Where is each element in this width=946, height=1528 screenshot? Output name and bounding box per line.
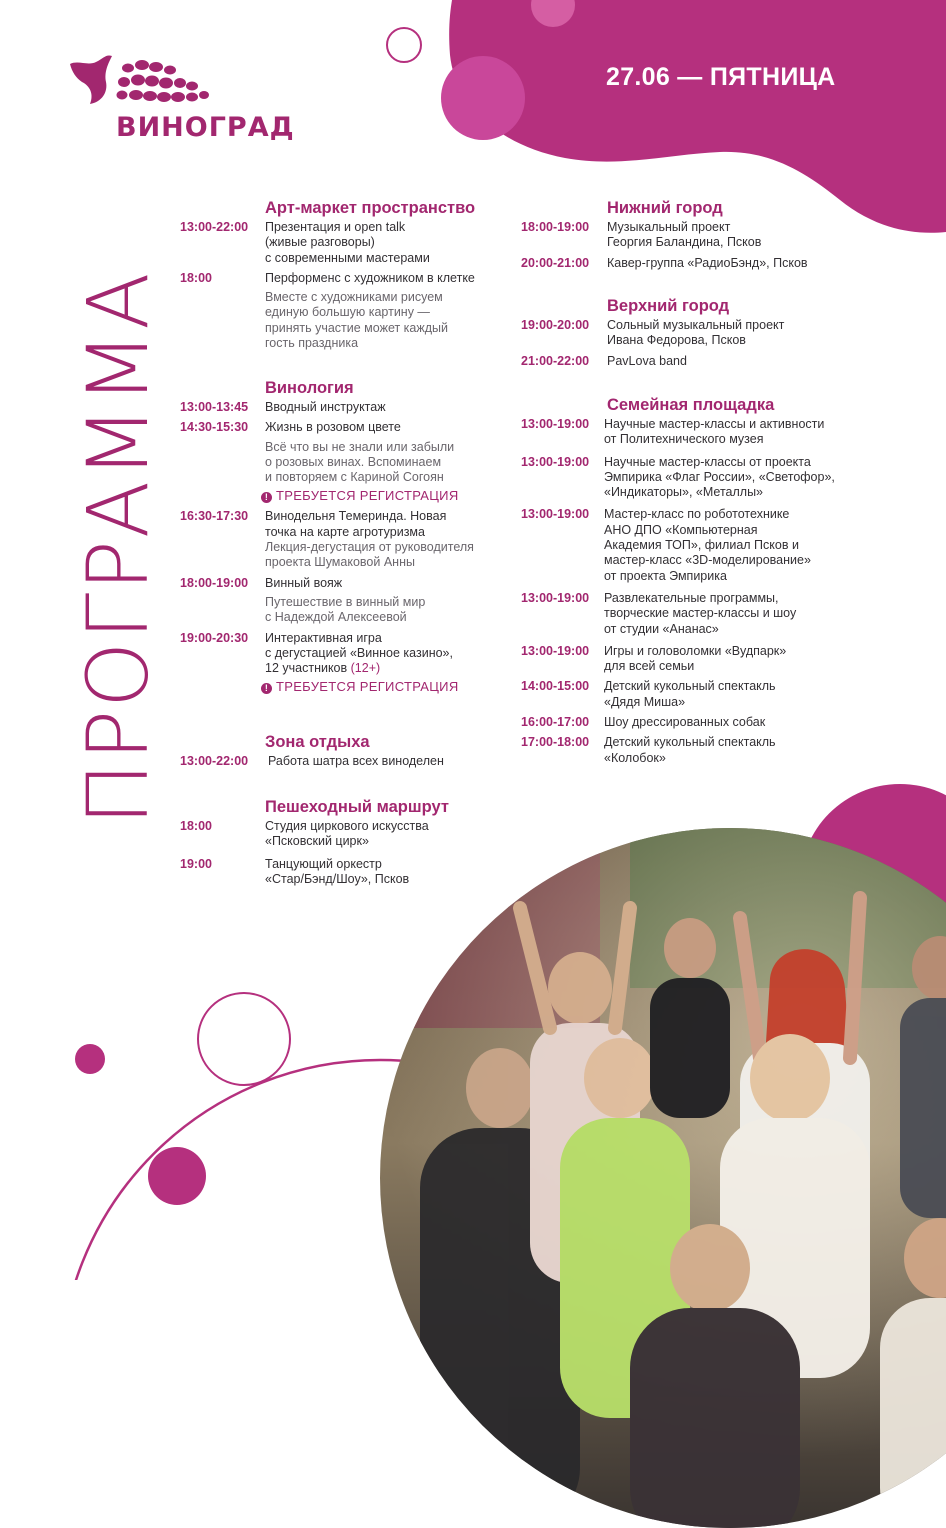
item-text: Сольный музыкальный проект Ивана Федорова, Псков: [607, 318, 785, 348]
schedule-item: [180, 220, 520, 266]
item-time: 13:00-13:45: [180, 400, 249, 414]
item-text: Жизнь в розовом цвете: [265, 420, 401, 435]
schedule-item: [180, 270, 520, 351]
schedule-item: [180, 856, 520, 888]
schedule-item: [180, 754, 520, 769]
dot-medium-bottom: [148, 1147, 206, 1205]
item-time: 13:00-22:00: [180, 220, 249, 234]
age-badge: (12+): [350, 661, 381, 676]
item-text: Мастер-класс по робототехнике АНО ДПО «Компьютерная Академия ТОП», филиал Псков и мастер-класс «3D-моделирование» от проекта Эмпирика: [604, 507, 811, 583]
item-text: Детский кукольный спектакль «Дядя Миша»: [604, 679, 776, 709]
schedule-item: [180, 509, 520, 570]
item-time: 13:00-22:00: [180, 754, 249, 768]
schedule-item: [521, 318, 872, 349]
crowd-image: [380, 828, 946, 1528]
registration-required: [261, 488, 520, 504]
schedule-item: [180, 420, 520, 504]
item-description: Путешествие в винный мир с Надеждой Алексеевой: [265, 594, 426, 625]
section-art-market: [180, 198, 520, 356]
registration-label: ТРЕБУЕТСЯ РЕГИСТРАЦИЯ: [276, 488, 459, 504]
section-lower-city: [521, 198, 872, 276]
schedule-item: [521, 590, 872, 637]
schedule-item: [180, 400, 520, 415]
dot-small-bottom: [75, 1044, 105, 1074]
item-text: PavLova band: [607, 353, 687, 368]
item-text-wrap: [265, 631, 520, 677]
section-title: Арт-маркет пространство: [265, 199, 476, 217]
schedule-item: [521, 454, 872, 501]
vertical-program-title: ПРОГРАММА: [69, 270, 167, 826]
exclamation-icon: !: [261, 492, 272, 503]
item-time: 18:00: [180, 819, 212, 833]
section-family: [521, 395, 872, 771]
schedule-item: [521, 679, 872, 710]
grape-logo-icon: [66, 52, 276, 112]
item-time: 18:00-19:00: [521, 220, 590, 234]
item-text: Винодельня Темеринда. Новая точка на карте агротуризма: [265, 509, 447, 539]
exclamation-icon: !: [261, 683, 272, 694]
item-text: Интерактивная игра с дегустацией «Винное казино», 12 участников: [265, 630, 453, 676]
item-time: 17:00-18:00: [521, 735, 590, 750]
schedule-item: [521, 255, 872, 271]
outline-circle-bottom: [197, 992, 291, 1086]
schedule-item: [180, 630, 520, 696]
schedule-item: [521, 643, 872, 675]
schedule-item: [521, 715, 872, 730]
section-title: Зона отдыха: [265, 733, 370, 751]
festival-crowd-photo: [380, 828, 946, 1528]
item-time: 19:00: [180, 856, 212, 871]
item-text: Детский кукольный спектакль «Колобок»: [604, 735, 776, 765]
item-time: 20:00-21:00: [521, 255, 590, 270]
item-time: 16:00-17:00: [521, 715, 590, 730]
section-title: Верхний город: [607, 297, 730, 315]
item-text: Винный вояж: [265, 575, 343, 590]
item-time: 13:00-19:00: [521, 507, 590, 522]
schedule-item: [521, 220, 872, 251]
section-title: Винология: [265, 379, 354, 397]
item-text: Научные мастер-классы и активности от Политехнического музея: [604, 417, 825, 447]
section-vinology: [180, 378, 520, 700]
schedule-item: [521, 417, 872, 448]
section-rest-zone: [180, 732, 520, 774]
section-title: Нижний город: [607, 199, 723, 217]
item-time: 19:00-20:00: [521, 318, 590, 332]
section-walking-route: [180, 797, 520, 892]
item-text: Кавер-группа «РадиоБэнд», Псков: [607, 255, 808, 270]
item-time: 14:30-15:30: [180, 420, 249, 435]
item-time: 14:00-15:00: [521, 679, 590, 694]
item-time: 18:00: [180, 270, 212, 285]
date-heading: 27.06 — ПЯТНИЦА: [606, 63, 836, 91]
item-text: Научные мастер-классы от проекта Эмпирика «Флаг России», «Светофор», «Индикаторы», «Металлы»: [604, 454, 835, 500]
item-time: 13:00-19:00: [521, 417, 590, 431]
item-text: Работа шатра всех виноделен: [268, 754, 444, 768]
schedule-item: [521, 353, 872, 369]
logo: [66, 52, 295, 152]
item-text: Игры и головоломки «Вудпарк» для всей семьи: [604, 643, 787, 674]
item-text: Музыкальный проект Георгия Баландина, Псков: [607, 220, 762, 250]
item-time: 21:00-22:00: [521, 353, 590, 368]
item-time: 16:30-17:30: [180, 509, 249, 524]
section-title: Семейная площадка: [607, 396, 775, 414]
item-description: Всё что вы не знали или забыли о розовых винах. Вспоминаем и повторяем с Кариной Согоян: [265, 439, 455, 485]
section-upper-city: [521, 296, 872, 374]
section-title: Пешеходный маршрут: [265, 798, 449, 816]
outline-circle-top: [386, 27, 422, 63]
item-description: Вместе с художниками рисуем единую большую картину — принять участие может каждый гость праздника: [265, 290, 449, 351]
logo-text: ВИНОГРАД: [116, 112, 295, 143]
schedule-item: [180, 819, 520, 850]
item-time: 13:00-19:00: [521, 643, 590, 658]
item-time: 19:00-20:30: [180, 630, 249, 645]
schedule-item: [521, 507, 872, 583]
item-time: 18:00-19:00: [180, 575, 249, 590]
item-text: Шоу дрессированных собак: [604, 715, 766, 730]
schedule-item: [180, 575, 520, 626]
registration-required: [261, 679, 520, 695]
item-time: 13:00-19:00: [521, 454, 590, 469]
schedule-item: [521, 735, 872, 766]
item-text: Танцующий оркестр «Стар/Бэнд/Шоу», Псков: [265, 856, 410, 886]
item-time: 13:00-19:00: [521, 590, 590, 605]
item-text: Презентация и open talk (живые разговоры) с современными мастерами: [265, 220, 430, 265]
item-description: Лекция-дегустация от руководителя проекта Шумаковой Анны: [265, 540, 474, 570]
item-text: Вводный инструктаж: [265, 400, 386, 414]
item-text: Развлекательные программы, творческие мастер-классы и шоу от студии «Ананас»: [604, 590, 797, 636]
registration-label: ТРЕБУЕТСЯ РЕГИСТРАЦИЯ: [276, 679, 459, 695]
item-text: Перформенс с художником в клетке: [265, 270, 475, 285]
item-text: Студия циркового искусства «Псковский цирк»: [265, 819, 429, 849]
